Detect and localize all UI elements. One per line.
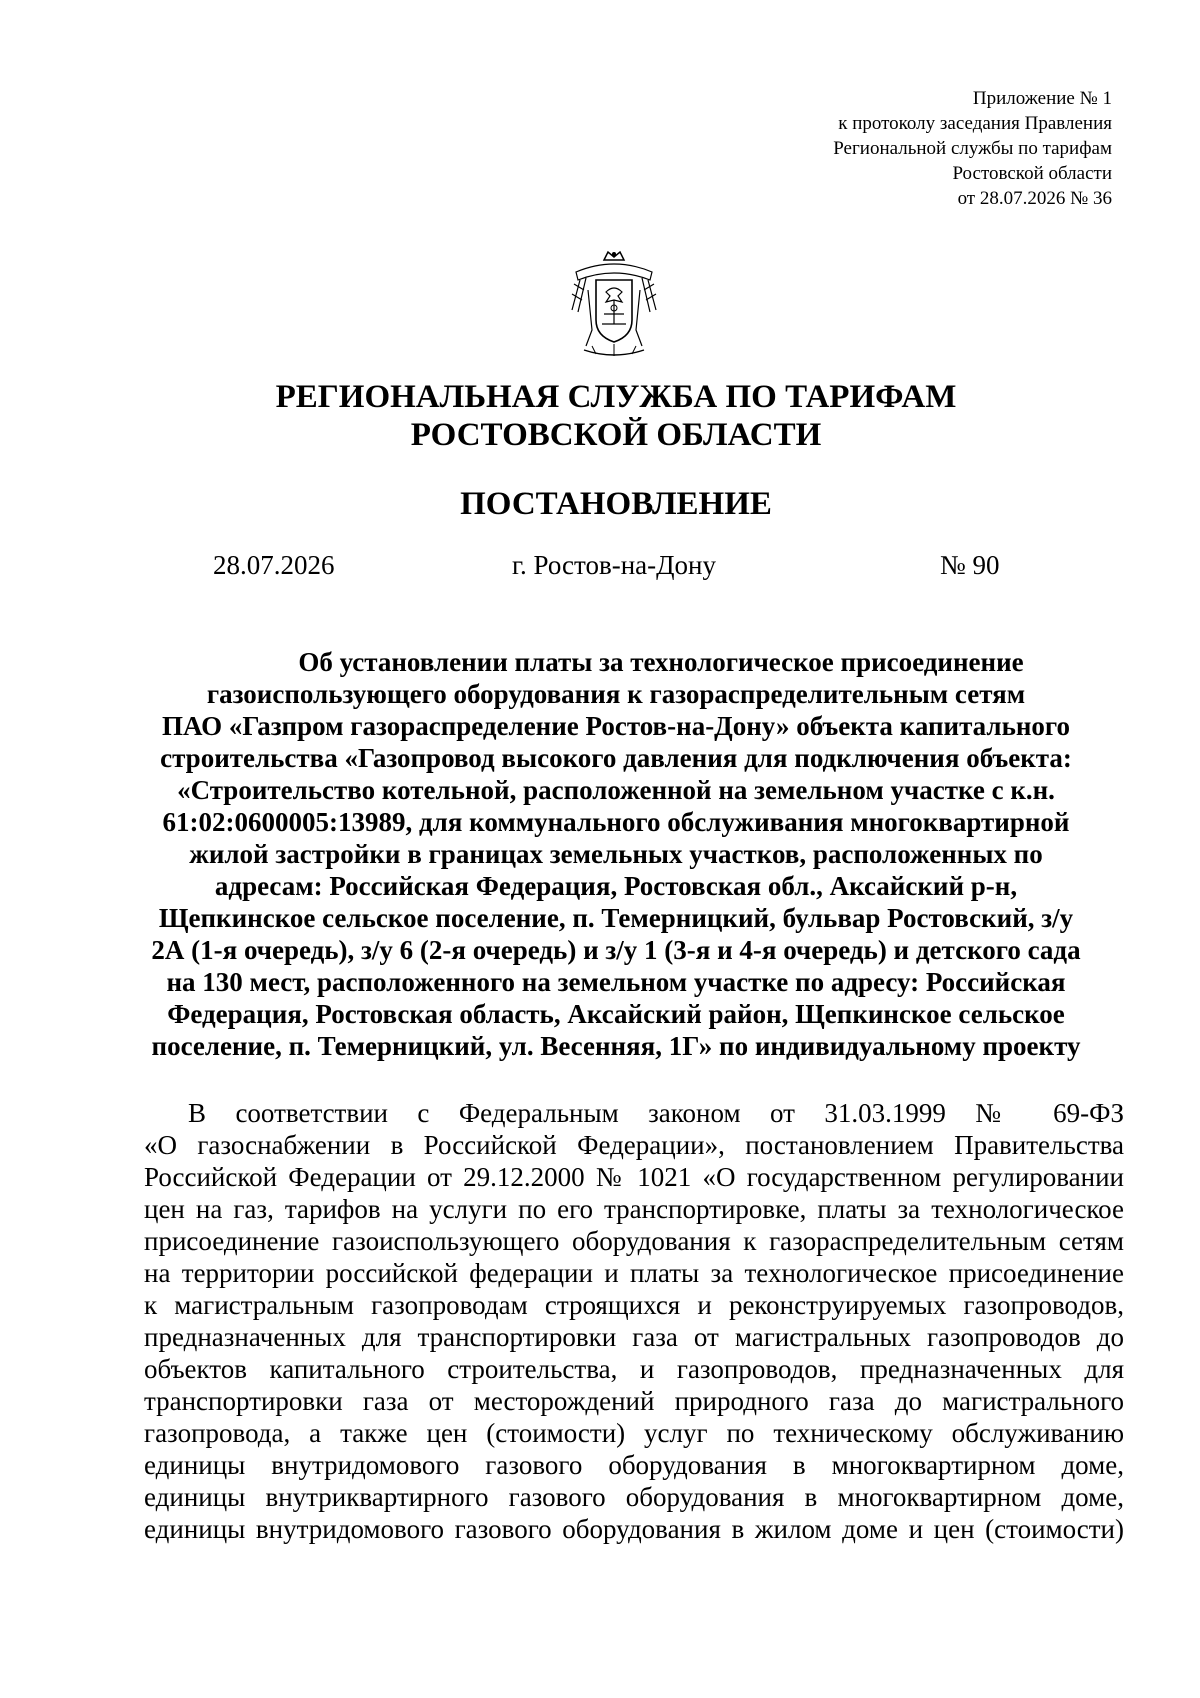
title-line: 2А (1-я очередь), з/у 6 (2-я очередь) и з/у 1 (3-я и 4-я очередь) и детского сада	[151, 935, 1081, 965]
document-type: ПОСТАНОВЛЕНИЕ	[460, 486, 772, 522]
body-line: к магистральным газопроводам строящихся и реконструируемых газопроводов,	[144, 1290, 1124, 1320]
body-line: единицы внутриквартирного газового оборудования в многоквартирном доме,	[144, 1482, 1124, 1512]
title-line: на 130 мест, расположенного на земельном участке по адресу: Российская	[166, 967, 1066, 997]
body-line: Российской Федерации от 29.12.2000 № 1021 «О государственном регулировании	[144, 1162, 1124, 1192]
title-line: 61:02:0600005:13989, для коммунального обслуживания многоквартирной	[162, 807, 1070, 837]
title-line: «Строительство котельной, расположенной на земельном участке с к.н.	[177, 775, 1055, 805]
body-line: предназначенных для транспортировки газа от магистральных газопроводов до	[144, 1322, 1124, 1352]
title-line: адресам: Российская Федерация, Ростовская обл., Аксайский р-н,	[214, 871, 1018, 901]
title-line: Об установлении платы за технологическое присоединение	[298, 647, 1024, 677]
body-line: присоединение газоиспользующего оборудования к газораспределительным сетям	[144, 1226, 1124, 1256]
appendix-line: от 28.07.2026 № 36	[957, 188, 1112, 209]
title-line: Щепкинское сельское поселение, п. Темерницкий, бульвар Ростовский, з/у	[158, 903, 1074, 933]
appendix-line: Региональной службы по тарифам	[833, 138, 1112, 159]
body-line: транспортировки газа от месторождений природного газа до магистрального	[144, 1386, 1124, 1416]
document-date: 28.07.2026	[213, 550, 335, 580]
title-line: поселение, п. Темерницкий, ул. Весенняя, 1Г» по индивидуальному проекту	[151, 1031, 1081, 1061]
document-body	[144, 1097, 1124, 1545]
body-line: на территории российской федерации и платы за технологическое присоединение	[144, 1258, 1124, 1288]
appendix-line: к протоколу заседания Правления	[838, 113, 1112, 134]
title-line: жилой застройки в границах земельных участков, расположенных по	[189, 839, 1043, 869]
body-line: газопровода, а также цен (стоимости) услуг по техническому обслуживанию	[144, 1418, 1124, 1448]
document-number: № 90	[940, 550, 1000, 580]
organization-name-line: РОСТОВСКОЙ ОБЛАСТИ	[410, 417, 822, 453]
body-line: объектов капитального строительства, и газопроводов, предназначенных для	[144, 1354, 1124, 1384]
document-city: г. Ростов-на-Дону	[512, 550, 717, 580]
organization-name-line: РЕГИОНАЛЬНАЯ СЛУЖБА ПО ТАРИФАМ	[275, 379, 957, 415]
body-line: единицы внутридомового газового оборудования в жилом доме и цен (стоимости)	[144, 1514, 1124, 1544]
title-line: газоиспользующего оборудования к газораспределительным сетям	[206, 679, 1026, 709]
body-line: цен на газ, тарифов на услуги по его транспортировке, платы за технологическое	[144, 1194, 1124, 1224]
document-title	[0, 646, 1200, 1062]
organization-name	[0, 378, 1200, 454]
appendix-block	[833, 86, 1112, 211]
rostov-oblast-coat-of-arms-icon	[566, 250, 662, 360]
title-line: ПАО «Газпром газораспределение Ростов-на-Дону» объекта капитального	[161, 711, 1070, 741]
title-line: строительства «Газопровод высокого давления для подключения объекта:	[160, 743, 1072, 773]
body-line: единицы внутридомового газового оборудования в многоквартирном доме,	[144, 1450, 1124, 1480]
appendix-line: Приложение № 1	[972, 88, 1112, 109]
appendix-line: Ростовской области	[952, 163, 1112, 184]
body-line: «О газоснабжении в Российской Федерации», постановлением Правительства	[144, 1130, 1124, 1160]
body-line: В соответствии с Федеральным законом от 31.03.1999 № 69-ФЗ	[188, 1098, 1124, 1128]
title-line: Федерация, Ростовская область, Аксайский район, Щепкинское сельское	[167, 999, 1065, 1029]
